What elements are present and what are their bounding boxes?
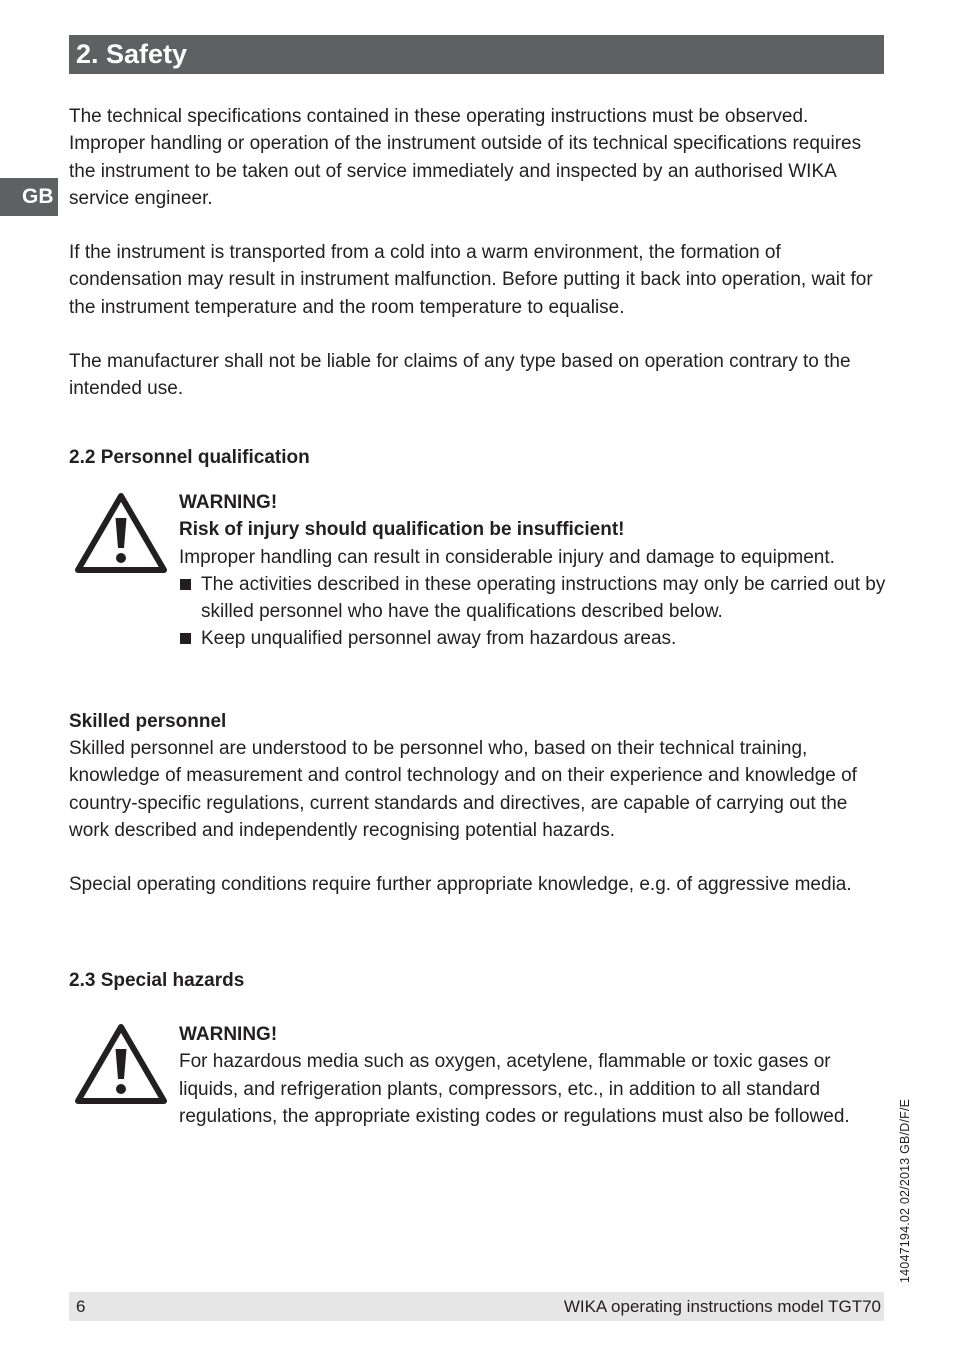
intro-paragraph-2	[69, 239, 889, 321]
bullet-square-icon	[180, 633, 191, 644]
heading-personnel-qualification: 2.2 Personnel qualification	[69, 447, 310, 468]
warning-triangle-icon	[74, 492, 168, 574]
warning-text: Improper handling can result in considerable injury and damage to equipment.	[179, 546, 835, 568]
special-conditions-paragraph	[69, 871, 889, 898]
bullet-square-icon	[180, 579, 191, 590]
warning-box-qualification	[179, 489, 889, 653]
warning-label: WARNING!	[179, 492, 278, 513]
bullet-text: The activities described in these operating instructions may only be carried out by skilled personnel who have the qualifications described below.	[201, 573, 886, 623]
warning-text: For hazardous media such as oxygen, acetylene, flammable or toxic gases or liquids, and refrigeration plants, compressors, etc., in addition to all standard regulations, the appropriate existing codes or regulations must also be followed.	[179, 1051, 850, 1127]
intro-paragraph-1	[69, 103, 889, 212]
skilled-personnel-paragraph	[69, 735, 889, 844]
warning-triangle-icon	[74, 1023, 168, 1105]
skilled-personnel-text: Skilled personnel are understood to be personnel who, based on their technical training, knowledge of measurement and control technology and on their experience and knowledge of country-specific regulations, current standards and directives, are capable of carrying out the work described and independently recognising potential hazards.	[69, 738, 857, 841]
warning-title: Risk of injury should qualification be insufficient!	[179, 519, 625, 541]
heading-special-hazards: 2.3 Special hazards	[69, 970, 245, 991]
bullet-text: Keep unqualified personnel away from hazardous areas.	[201, 628, 677, 650]
intro-text-3: The manufacturer shall not be liable for claims of any type based on operation contrary to the intended use.	[69, 351, 851, 400]
list-item	[179, 571, 889, 626]
page-number: 6	[76, 1297, 86, 1316]
footer-text: WIKA operating instructions model TGT70	[563, 1297, 881, 1316]
warning-label: WARNING!	[179, 1024, 278, 1045]
warning-box-hazards	[179, 1021, 889, 1130]
section-header-bar	[69, 35, 884, 74]
heading-skilled-personnel: Skilled personnel	[69, 711, 227, 732]
intro-text-2: If the instrument is transported from a cold into a warm environment, the formation of condensation may result in instrument malfunction. Before putting it back into operation, wait for the instrument temperature and the room temperature to equalise.	[69, 242, 873, 318]
intro-text-1: The technical specifications contained in these operating instructions must be observed. Improper handling or operation of the instrument outside of its technical specifications requires the instrument to be taken out of service immediately and inspected by an authorised WIKA service engineer.	[69, 106, 862, 209]
section-title: 2. Safety	[76, 39, 188, 69]
special-conditions-text: Special operating conditions require further appropriate knowledge, e.g. of aggressive media.	[69, 874, 852, 895]
intro-paragraph-3	[69, 348, 889, 403]
list-item	[179, 625, 889, 652]
page-footer	[69, 1292, 884, 1321]
document-reference: 14047194.02 02/2013 GB/D/F/E	[898, 1098, 912, 1283]
language-tab: GB	[0, 178, 58, 216]
